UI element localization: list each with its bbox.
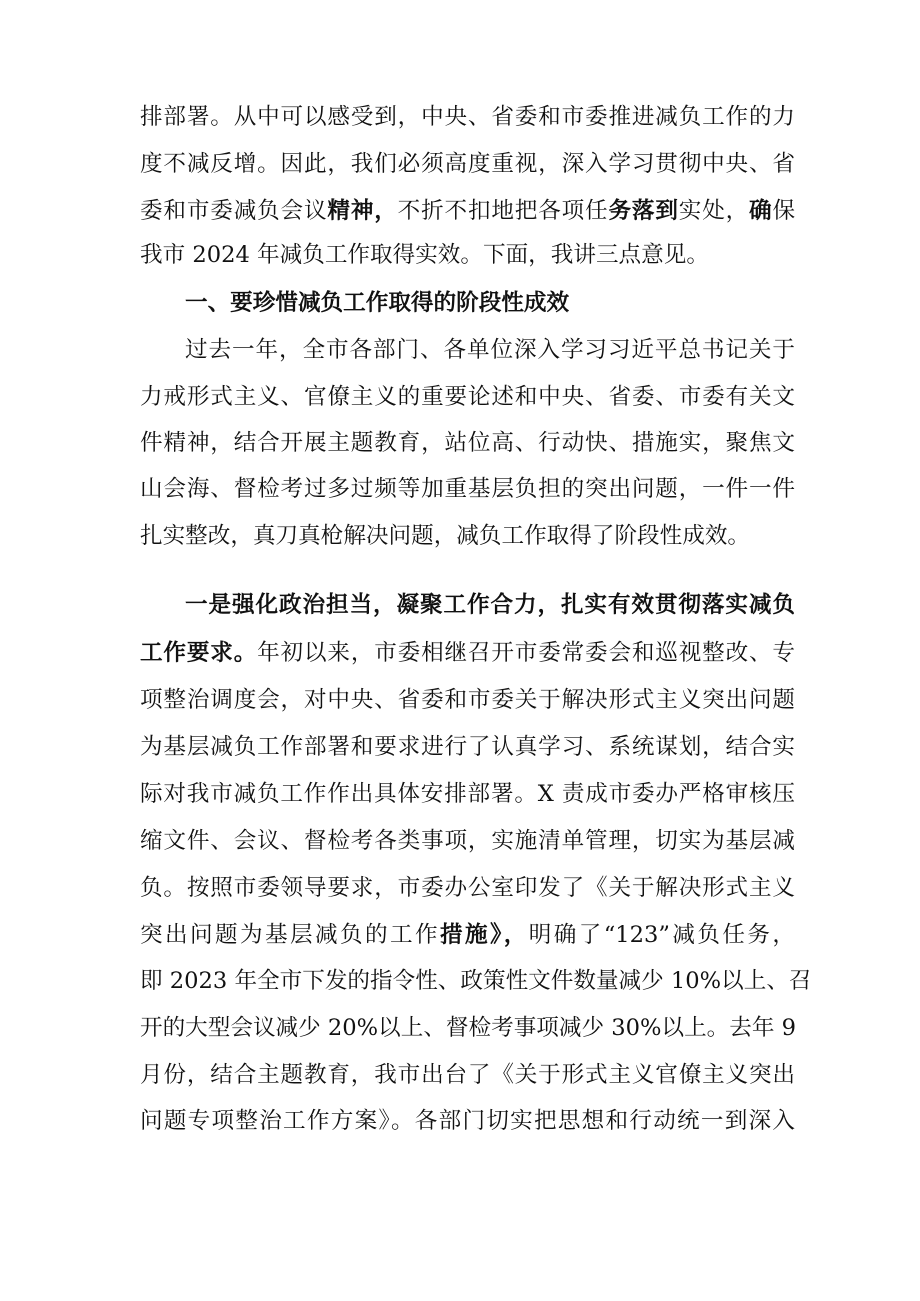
para2-line-5: 际对我市减负工作作出具体安排部署。X 责成市委办严格审核压 <box>140 781 795 807</box>
intro-line-3 <box>140 191 795 231</box>
text-segment: 保 <box>772 198 796 224</box>
text-segment: 不折不扣地把各项任 <box>397 198 609 224</box>
text-segment: 突出问题为基层减负的工作 <box>140 922 441 948</box>
section-heading-1: 一、要珍惜减负工作取得的阶段性成效 <box>185 290 570 316</box>
para2-line-10: 开的大型会议减少 20%以上、督检考事项减少 30%以上。去年 9 <box>140 1015 797 1041</box>
bold-segment: 务落到 <box>608 198 679 224</box>
para1-line-3: 件精神，结合开展主题教育，站位高、行动快、措施实，聚焦文 <box>140 430 795 456</box>
text-segment: 年初以来，市委相继召开市委常委会和巡视整改、专 <box>257 640 796 666</box>
para2-line-6: 缩文件、会议、督检考各类事项，实施清单管理，切实为基层减 <box>140 828 795 854</box>
intro-line-2: 度不减反增。因此，我们必须高度重视，深入学习贯彻中央、省 <box>140 151 795 177</box>
para2-line-9: 即 2023 年全市下发的指令性、政策性文件数量减少 10%以上、召 <box>140 968 812 994</box>
bold-segment: 精神， <box>327 198 398 224</box>
para2-line-2 <box>140 633 795 673</box>
para1-line-5: 扎实整改，真刀真枪解决问题，减负工作取得了阶段性成效。 <box>140 523 751 549</box>
text-segment: 委和市委减负会议 <box>140 198 328 224</box>
intro-line-4: 我市 2024 年减负工作取得实效。下面，我讲三点意见。 <box>140 242 709 268</box>
text-segment: 明确了“123”减负任务， <box>528 922 795 948</box>
para1-line-4: 山会海、督检考过多过频等加重基层负担的突出问题，一件一件 <box>140 476 795 502</box>
para2-line-3: 项整治调度会，对中央、省委和市委关于解决形式主义突出问题 <box>140 687 795 713</box>
bold-segment: 措施》， <box>440 922 529 948</box>
para2-line-1: 一是强化政治担当，凝聚工作合力，扎实有效贯彻落实减负 <box>185 592 795 618</box>
para1-line-1: 过去一年，全市各部门、各单位深入学习习近平总书记关于 <box>185 337 795 363</box>
para2-line-11: 月份，结合主题教育，我市出台了《关于形式主义官僚主义突出 <box>140 1062 795 1088</box>
bold-segment: 工作要求。 <box>140 640 258 666</box>
para2-line-7: 负。按照市委领导要求，市委办公室印发了《关于解决形式主义 <box>140 875 795 901</box>
para2-line-4: 为基层减负工作部署和要求进行了认真学习、系统谋划，结合实 <box>140 734 795 760</box>
text-segment: 实处， <box>678 198 750 224</box>
para2-line-12: 问题专项整治工作方案》。各部门切实把思想和行动统一到深入 <box>140 1108 795 1134</box>
para1-line-2: 力戒形式主义、官僚主义的重要论述和中央、省委、市委有关文 <box>140 384 795 410</box>
para2-line-8 <box>140 915 795 955</box>
intro-line-1: 排部署。从中可以感受到，中央、省委和市委推进减负工作的力 <box>140 104 795 130</box>
bold-segment: 确 <box>749 198 773 224</box>
